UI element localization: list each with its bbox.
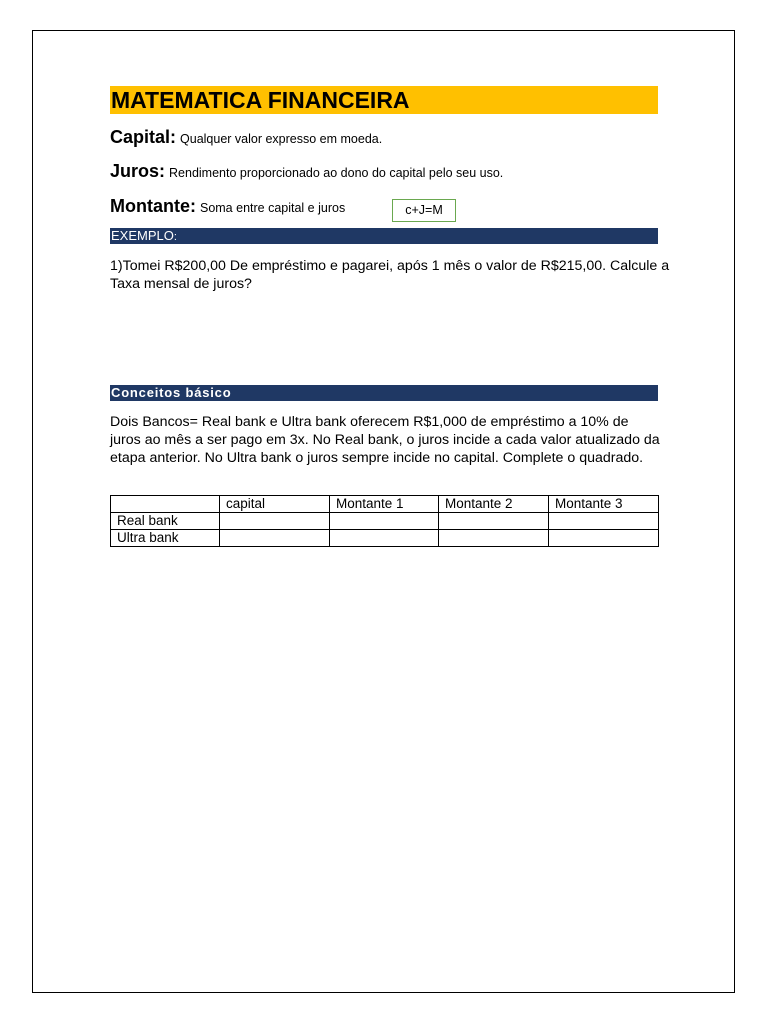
table-cell[interactable] <box>549 513 659 530</box>
table-cell[interactable] <box>439 513 549 530</box>
example-header-suffix: : <box>173 231 177 243</box>
definition-description: Rendimento proporcionado ao dono do capital pelo seu uso. <box>169 166 504 180</box>
definition-term: Juros: <box>110 161 166 181</box>
table-cell[interactable] <box>220 530 330 547</box>
definition-capital <box>110 127 382 148</box>
definition-juros <box>110 161 503 182</box>
table-cell[interactable] <box>439 530 549 547</box>
table-cell[interactable] <box>330 513 439 530</box>
concepts-text: Dois Bancos= Real bank e Ultra bank oferecem R$1,000 de empréstimo a 10% de juros ao mês a ser pago em 3x. No Real bank, o juros incide a cada valor atualizado da etapa anterior. No Ultra bank o juros sempre incide no capital. Complete o quadrado. <box>110 414 660 466</box>
table-header-cell: Montante 1 <box>330 496 439 513</box>
banks-table <box>110 495 659 547</box>
definition-term: Montante: <box>110 196 196 216</box>
table-cell[interactable] <box>220 513 330 530</box>
page-title: MATEMATICA FINANCEIRA <box>111 87 410 113</box>
title-bar <box>110 86 658 114</box>
formula-box: c+J=M <box>392 199 456 222</box>
table-row-label: Real bank <box>111 513 220 530</box>
definition-montante <box>110 196 345 217</box>
concepts-header-label: Conceitos básico <box>111 385 232 400</box>
example-header <box>110 228 658 244</box>
table-header-cell: capital <box>220 496 330 513</box>
example-header-label: EXEMPLO <box>111 228 174 243</box>
definition-description: Qualquer valor expresso em moeda. <box>180 132 383 146</box>
table-header-row <box>111 496 659 513</box>
example-text: 1)Tomei R$200,00 De empréstimo e pagarei, após 1 mês o valor de R$215,00. Calcule a Taxa mensal de juros? <box>110 258 670 292</box>
table-row-label: Ultra bank <box>111 530 220 547</box>
table-cell[interactable] <box>330 530 439 547</box>
table-cell[interactable] <box>549 530 659 547</box>
definition-description: Soma entre capital e juros <box>199 201 346 215</box>
concepts-header <box>110 385 658 401</box>
table-header-cell: Montante 2 <box>439 496 549 513</box>
table-header-cell <box>111 496 220 513</box>
table-row <box>111 513 659 530</box>
table-row <box>111 530 659 547</box>
table-header-cell: Montante 3 <box>549 496 659 513</box>
definition-term: Capital: <box>110 127 177 147</box>
